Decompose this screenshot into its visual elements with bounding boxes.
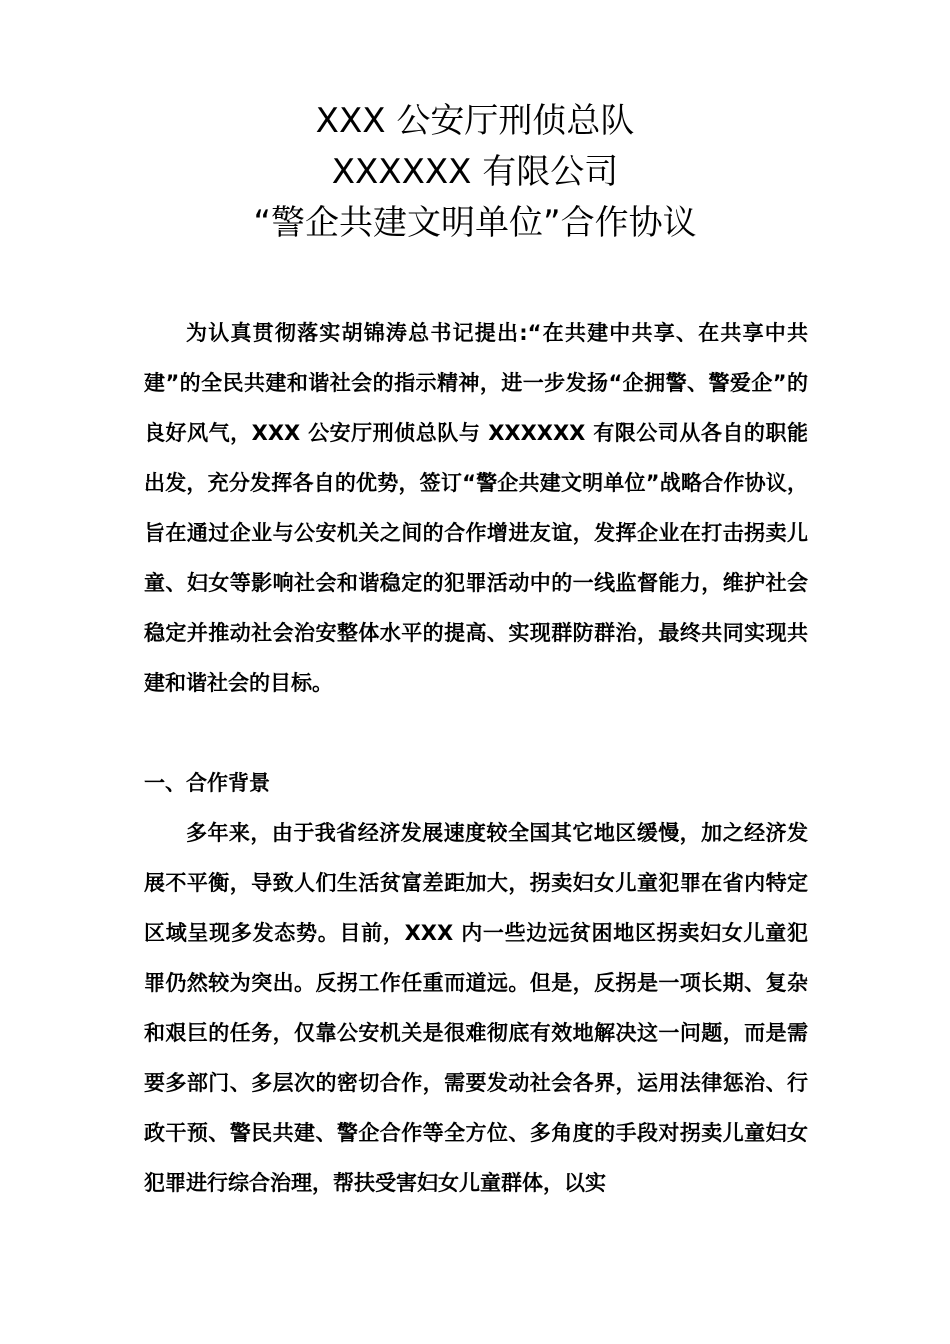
title-line-agreement: “警企共建文明单位”合作协议 <box>253 203 697 243</box>
document-body <box>144 308 808 1208</box>
section-heading-background: 一、合作背景 <box>144 771 270 795</box>
intro-paragraph: 为认真贯彻落实胡锦涛总书记提出:“在共建中共享、在共享中共建”的全民共建和谐社会的指示精神，进一步发扬“企拥警、警爱企”的良好风气，XXX 公安厅刑侦总队与 XXXXXX 有限公司从各自的职能出发，充分发挥各自的优势，签订“警企共建文明单位”战略合作协议，旨在通过企业与公安机关之间的合作增进友谊，发挥企业在打击拐卖儿童、妇女等影响社会和谐稳定的犯罪活动中的一线监督能力，维护社会稳定并推动社会治安整体水平的提高、实现群防群治，最终共同实现共建和谐社会的目标。 <box>144 321 808 695</box>
document-title <box>0 96 950 249</box>
paragraph-gap <box>144 708 808 758</box>
title-line-company: XXXXXX 有限公司 <box>331 152 619 192</box>
background-paragraph: 多年来，由于我省经济发展速度较全国其它地区缓慢，加之经济发展不平衡，导致人们生活贫富差距加大，拐卖妇女儿童犯罪在省内特定区域呈现多发态势。目前，XXX 内一些边远贫困地区拐卖妇女儿童犯罪仍然较为突出。反拐工作任重而道远。但是，反拐是一项长期、复杂和艰巨的任务，仅靠公安机关是很难彻底有效地解决这一问题，而是需要多部门、多层次的密切合作，需要发动社会各界，运用法律惩治、行政干预、警民共建、警企合作等全方位、多角度的手段对拐卖儿童妇女犯罪进行综合治理，帮扶受害妇女儿童群体，以实 <box>144 821 808 1195</box>
title-line-police-unit: XXX 公安厅刑侦总队 <box>315 101 635 141</box>
